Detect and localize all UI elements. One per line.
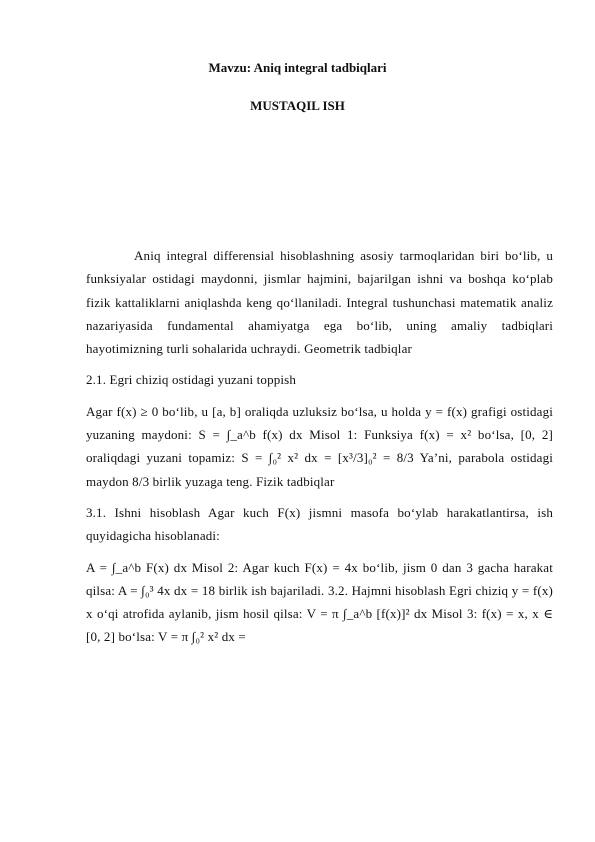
work-volume-paragraph: A = ∫_a^b F(x) dx Misol 2: Agar kuch F(x) = 4x bo‘lib, jism 0 dan 3 gacha harakat qilsa: A = ∫₀³ 4x dx = 18 birlik ish bajariladi. 3.2. Hajmni hisoblash Egri chiziq y = f(x) x o‘qi atrofida aylanib, jism hosil qilsa: V = π ∫_a^b [f(x)]² dx Misol 3: f(x) = x, x ∈ [0, 2] bo‘lsa: V = π ∫₀² x² dx = — [86, 559, 553, 645]
document-type-title: MUSTAQIL ISH — [250, 98, 345, 113]
area-paragraph: Agar f(x) ≥ 0 bo‘lib, u [a, b] oraliqda uzluksiz bo‘lsa, u holda y = f(x) grafigi ostidagi yuzaning maydoni: S = ∫_a^b f(x) dx Misol 1: Funksiya f(x) = x² bo‘lsa, [0, 2] oraliqdagi yuzani topamiz: S = ∫₀² x² dx = [x³/3]₀² = 8/3 Ya’ni, parabola ostidagi maydon 8/3 birlik yuzaga teng. Fizik tadbiqlar — [86, 403, 553, 489]
work-heading-paragraph: 3.1. Ishni hisoblash Agar kuch F(x) jismni masofa bo‘ylab harakatlantirsa, ish quyidagicha hisoblanadi: — [86, 504, 553, 544]
intro-paragraph: Aniq integral differensial hisoblashning asosiy tarmoqlaridan biri bo‘lib, u funksiyalar ostidagi maydonni, jismlar hajmini, bajarilgan ishni va boshqa ko‘plab fizik kattaliklarni aniqlashda keng qo‘llaniladi. Integral tushunchasi matematik analiz nazariyasida fundamental ahamiyatga ega bo‘lib, uning amaliy tadbiqlari hayotimizning turli sohalarida uchraydi. Geometrik tadbiqlar — [86, 248, 553, 357]
section-heading-2-1: 2.1. Egri chiziq ostidagi yuzani toppish — [86, 372, 296, 388]
document-body — [86, 244, 553, 657]
topic-title: Mavzu: Aniq integral tadbiqlari — [208, 60, 387, 75]
